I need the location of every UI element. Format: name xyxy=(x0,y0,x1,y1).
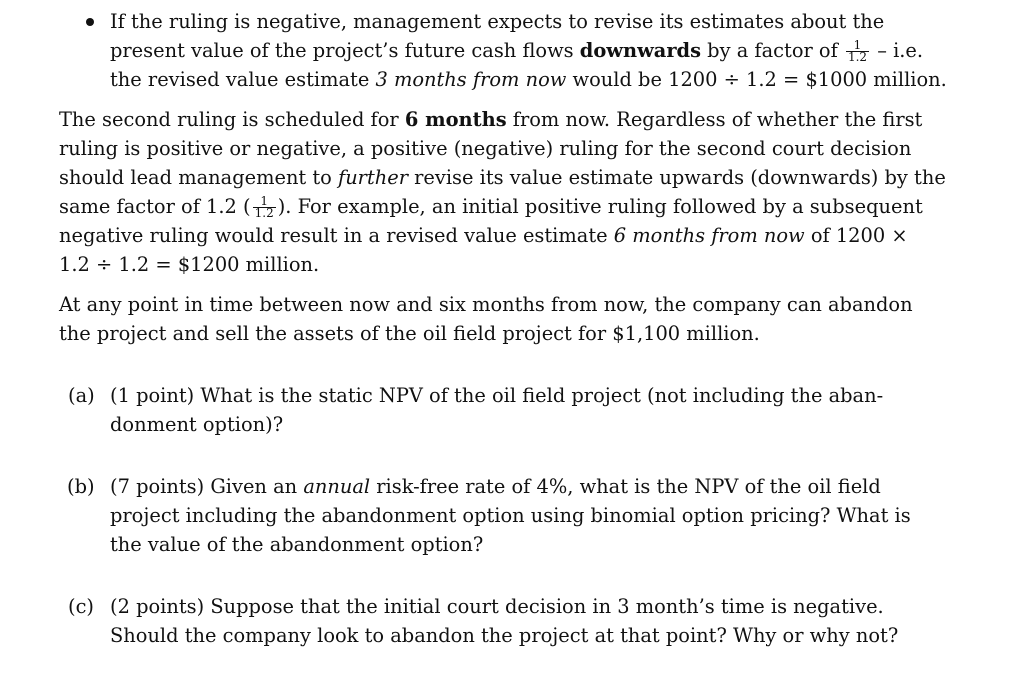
para-text: negative ruling would result in a revised value estimate xyxy=(59,224,614,247)
question-a-label xyxy=(68,384,95,408)
para1-line-5 xyxy=(59,224,908,248)
bullet-text: present value of the project’s future cash flows xyxy=(110,39,580,62)
para-text: should lead management to xyxy=(59,166,339,189)
bullet-line-3 xyxy=(110,68,947,92)
fraction-numerator: 1 xyxy=(253,196,276,208)
fraction-one-over-1-2 xyxy=(846,40,869,63)
fraction-numerator: 1 xyxy=(846,40,869,52)
para1-line-1 xyxy=(59,108,922,132)
para-text: of 1200 × xyxy=(804,224,908,247)
question-a-line-2 xyxy=(110,413,283,437)
para-text: revise its value estimate upwards (downwards) by the xyxy=(407,166,946,189)
bullet-line-1 xyxy=(110,10,884,34)
para-text: 1.2 ÷ 1.2 = $1200 million. xyxy=(59,253,320,276)
question-text: the value of the abandonment option? xyxy=(110,533,484,556)
para-text: the project and sell the assets of the oil field project for $1,100 million. xyxy=(59,322,760,345)
bullet-text: – i.e. xyxy=(871,39,924,62)
para-text: The second ruling is scheduled for xyxy=(59,108,405,131)
bullet-text: by a factor of xyxy=(701,39,844,62)
para1-line-6 xyxy=(59,253,319,277)
bullet-text: the revised value estimate xyxy=(110,68,376,91)
fraction-one-over-1-2 xyxy=(253,196,276,219)
italic-6-months: 6 months from now xyxy=(613,224,805,247)
para-text: ruling is positive or negative, a positive (negative) ruling for the second court decision xyxy=(59,137,912,160)
question-text: Should the company look to abandon the project at that point? Why or why not? xyxy=(110,624,899,647)
para-text: ). For example, an initial positive ruling followed by a subsequent xyxy=(277,195,923,218)
bold-6-months: 6 months xyxy=(404,108,507,131)
italic-3-months: 3 months from now xyxy=(375,68,567,91)
question-c-label xyxy=(68,595,94,619)
para2-line-1 xyxy=(59,293,913,317)
question-label: (c) xyxy=(68,595,94,618)
question-c-line-1 xyxy=(110,595,884,619)
italic-further: further xyxy=(338,166,408,189)
question-label: (a) xyxy=(68,384,95,407)
para1-line-2 xyxy=(59,137,911,161)
question-b-line-2 xyxy=(110,504,911,528)
para1-line-3 xyxy=(59,166,946,190)
question-text: risk-free rate of 4%, what is the NPV of the oil field xyxy=(370,475,881,498)
para-text: At any point in time between now and six months from now, the company can abandon xyxy=(59,293,913,316)
question-text: donment option)? xyxy=(110,413,284,436)
question-c-line-2 xyxy=(110,624,898,648)
question-b-line-1 xyxy=(110,475,881,499)
question-b-label xyxy=(67,475,95,499)
bullet-line-2 xyxy=(110,39,923,63)
bold-downwards: downwards xyxy=(579,39,702,62)
bullet-point xyxy=(86,18,94,26)
italic-annual: annual xyxy=(303,475,371,498)
question-a-line-1 xyxy=(110,384,883,408)
para1-line-4 xyxy=(59,195,923,219)
fraction-denominator: 1.2 xyxy=(847,50,868,65)
bullet-text: would be 1200 ÷ 1.2 = $1000 million. xyxy=(566,68,947,91)
bullet-text: If the ruling is negative, management expects to revise its estimates about the xyxy=(110,10,885,33)
para-text: from now. Regardless of whether the first xyxy=(506,108,923,131)
question-label: (b) xyxy=(67,475,95,498)
fraction-denominator: 1.2 xyxy=(254,206,274,221)
para2-line-2 xyxy=(59,322,760,346)
question-b-line-3 xyxy=(110,533,483,557)
para-text: same factor of 1.2 ( xyxy=(59,195,251,218)
question-text: project including the abandonment option using binomial option pricing? What is xyxy=(110,504,911,527)
question-text: (7 points) Given an xyxy=(110,475,304,498)
question-text: (1 point) What is the static NPV of the oil field project (not including the aban- xyxy=(110,384,884,407)
question-text: (2 points) Suppose that the initial court decision in 3 month’s time is negative. xyxy=(110,595,884,618)
